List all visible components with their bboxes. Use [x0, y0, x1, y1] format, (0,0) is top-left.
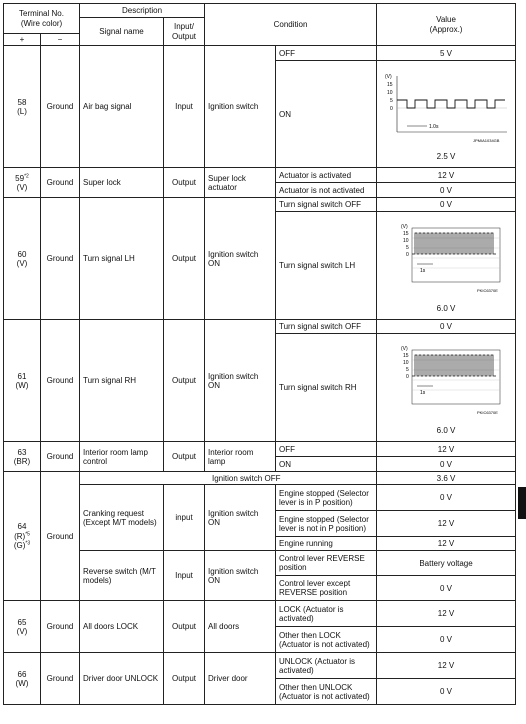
value-cell: 12 V: [377, 168, 516, 183]
io-cell: Output: [164, 442, 205, 472]
value-cell: 12 V: [377, 442, 516, 457]
sub-condition-cell: Control lever except REVERSE position: [276, 576, 377, 601]
sub-condition-cell: Ignition switch OFF: [80, 472, 377, 485]
sub-condition-cell: Turn signal switch OFF: [276, 198, 377, 212]
svg-text:5: 5: [406, 367, 409, 374]
sub-condition-cell: ON: [276, 61, 377, 168]
ground-cell: Ground: [41, 442, 80, 472]
io-cell: Input: [164, 551, 205, 601]
value-cell: 0 V: [377, 679, 516, 705]
sub-condition-cell: Turn signal switch OFF: [276, 320, 377, 334]
terminal-header: Terminal No. (Wire color): [4, 4, 80, 34]
svg-text:(V): (V): [401, 346, 408, 353]
value-text: 6.0 V: [436, 426, 456, 436]
io-cell: Input: [164, 46, 205, 168]
description-header: Description: [80, 4, 205, 18]
terminal-cell: 61 (W): [4, 320, 41, 442]
sub-condition-cell: Turn signal switch LH: [276, 212, 377, 320]
svg-text:0: 0: [390, 105, 393, 112]
sub-condition-cell: Engine running: [276, 537, 377, 551]
svg-text:0: 0: [406, 374, 409, 381]
io-cell: Output: [164, 198, 205, 320]
signal-name-cell: Turn signal LH: [80, 198, 164, 320]
sub-condition-cell: Other then UNLOCK (Actuator is not activated): [276, 679, 377, 705]
waveform-value-cell: [377, 334, 516, 442]
sub-condition-cell: UNLOCK (Actuator is activated): [276, 653, 377, 679]
condition-cell: Ignition switch: [205, 46, 276, 168]
sub-condition-cell: Actuator is not activated: [276, 183, 377, 198]
value-cell: 0 V: [377, 457, 516, 472]
terminal-cell: 65 (V): [4, 601, 41, 653]
table-row: [4, 601, 516, 627]
sub-condition-cell: Other then LOCK (Actuator is not activated): [276, 627, 377, 653]
svg-text:PKIC6370E: PKIC6370E: [477, 410, 498, 416]
header-row-1: [4, 4, 516, 18]
svg-text:(V): (V): [401, 224, 408, 231]
io-cell: Output: [164, 601, 205, 653]
table-row: [4, 198, 516, 212]
io-cell: Output: [164, 320, 205, 442]
signal-name-cell: Turn signal RH: [80, 320, 164, 442]
signal-name-cell: Air bag signal: [80, 46, 164, 168]
airbag-waveform-chart: [381, 68, 511, 152]
plus-header: +: [4, 34, 41, 46]
svg-text:10: 10: [403, 238, 409, 245]
ground-cell: Ground: [41, 601, 80, 653]
condition-header: Condition: [205, 4, 377, 46]
signal-name-cell: Reverse switch (M/T models): [80, 551, 164, 601]
table-row: [4, 46, 516, 61]
sub-condition-cell: ON: [276, 457, 377, 472]
signal-name-cell: Super lock: [80, 168, 164, 198]
signal-name-cell: All doors LOCK: [80, 601, 164, 653]
ground-cell: Ground: [41, 198, 80, 320]
terminal-cell: 60 (V): [4, 198, 41, 320]
value-cell: 12 V: [377, 653, 516, 679]
minus-header: −: [41, 34, 80, 46]
figure-code: JPMIA1034GB: [473, 137, 500, 143]
value-cell: 0 V: [377, 320, 516, 334]
terminal-cell: 58 (L): [4, 46, 41, 168]
ground-cell: Ground: [41, 653, 80, 705]
terminal-table: [3, 3, 516, 705]
signal-name-cell: Cranking request (Except M/T models): [80, 485, 164, 551]
terminal-cell: 59$^{*2}$ (V): [4, 168, 41, 198]
condition-cell: Ignition switch ON: [205, 485, 276, 551]
terminal-cell: 63 (BR): [4, 442, 41, 472]
section-tab-marker: [518, 487, 526, 519]
table-row: [4, 168, 516, 183]
value-text: 2.5 V: [436, 151, 456, 161]
sub-condition-cell: OFF: [276, 46, 377, 61]
ground-cell: Ground: [41, 320, 80, 442]
waveform-value-cell: [377, 212, 516, 320]
value-cell: 3.6 V: [377, 472, 516, 485]
io-cell: Output: [164, 653, 205, 705]
sub-condition-cell: LOCK (Actuator is activated): [276, 601, 377, 627]
svg-text:1s: 1s: [420, 390, 426, 397]
value-text: 6.0 V: [436, 304, 456, 314]
table-row: [4, 442, 516, 457]
io-cell: Output: [164, 168, 205, 198]
table-row: [4, 551, 516, 576]
y-axis-label: (V): [385, 73, 392, 80]
table-row: [4, 472, 516, 485]
svg-text:PKIC6370E: PKIC6370E: [477, 288, 498, 294]
ground-cell: Ground: [41, 46, 80, 168]
ground-cell: Ground: [41, 472, 80, 601]
value-cell: 5 V: [377, 46, 516, 61]
condition-cell: Super lock actuator: [205, 168, 276, 198]
condition-cell: Ignition switch ON: [205, 551, 276, 601]
svg-text:10: 10: [387, 89, 393, 96]
condition-cell: Driver door: [205, 653, 276, 705]
svg-text:15: 15: [403, 231, 409, 238]
sub-condition-cell: Engine stopped (Selector lever is not in P position): [276, 511, 377, 537]
svg-text:15: 15: [403, 353, 409, 360]
value-cell: Battery voltage: [377, 551, 516, 576]
svg-text:1s: 1s: [420, 268, 426, 275]
svg-text:5: 5: [390, 97, 393, 104]
value-cell: 0 V: [377, 576, 516, 601]
sub-condition-cell: Engine stopped (Selector lever is in P position): [276, 485, 377, 511]
condition-cell: Ignition switch ON: [205, 198, 276, 320]
condition-cell: All doors: [205, 601, 276, 653]
table-row: [4, 320, 516, 334]
sub-condition-cell: Control lever REVERSE position: [276, 551, 377, 576]
value-cell: 0 V: [377, 485, 516, 511]
condition-cell: Interior room lamp: [205, 442, 276, 472]
value-cell: 0 V: [377, 198, 516, 212]
value-cell: 0 V: [377, 183, 516, 198]
io-cell: input: [164, 485, 205, 551]
table-row: [4, 653, 516, 679]
sub-condition-cell: OFF: [276, 442, 377, 457]
terminal-cell: 64 $(R)^{*5}$ $(G)^{*3}$: [4, 472, 41, 601]
signal-name-cell: Interior room lamp control: [80, 442, 164, 472]
waveform-value-cell: [377, 61, 516, 168]
sub-condition-cell: Turn signal switch RH: [276, 334, 377, 442]
svg-text:5: 5: [406, 245, 409, 252]
turn-rh-waveform-chart: [381, 340, 511, 426]
value-cell: 0 V: [377, 627, 516, 653]
svg-text:10: 10: [403, 360, 409, 367]
sub-condition-cell: Actuator is activated: [276, 168, 377, 183]
turn-lh-waveform-chart: [381, 218, 511, 304]
condition-cell: Ignition switch ON: [205, 320, 276, 442]
signal-name-header: Signal name: [80, 18, 164, 46]
svg-text:0: 0: [406, 252, 409, 259]
time-label: 1.0s: [429, 123, 439, 130]
ground-cell: Ground: [41, 168, 80, 198]
table-row: [4, 485, 516, 511]
value-cell: 12 V: [377, 537, 516, 551]
signal-name-cell: Driver door UNLOCK: [80, 653, 164, 705]
input-output-header: Input/ Output: [164, 18, 205, 46]
terminal-cell: 66 (W): [4, 653, 41, 705]
value-cell: 12 V: [377, 511, 516, 537]
value-cell: 12 V: [377, 601, 516, 627]
value-header: Value (Approx.): [377, 4, 516, 46]
svg-text:15: 15: [387, 81, 393, 88]
